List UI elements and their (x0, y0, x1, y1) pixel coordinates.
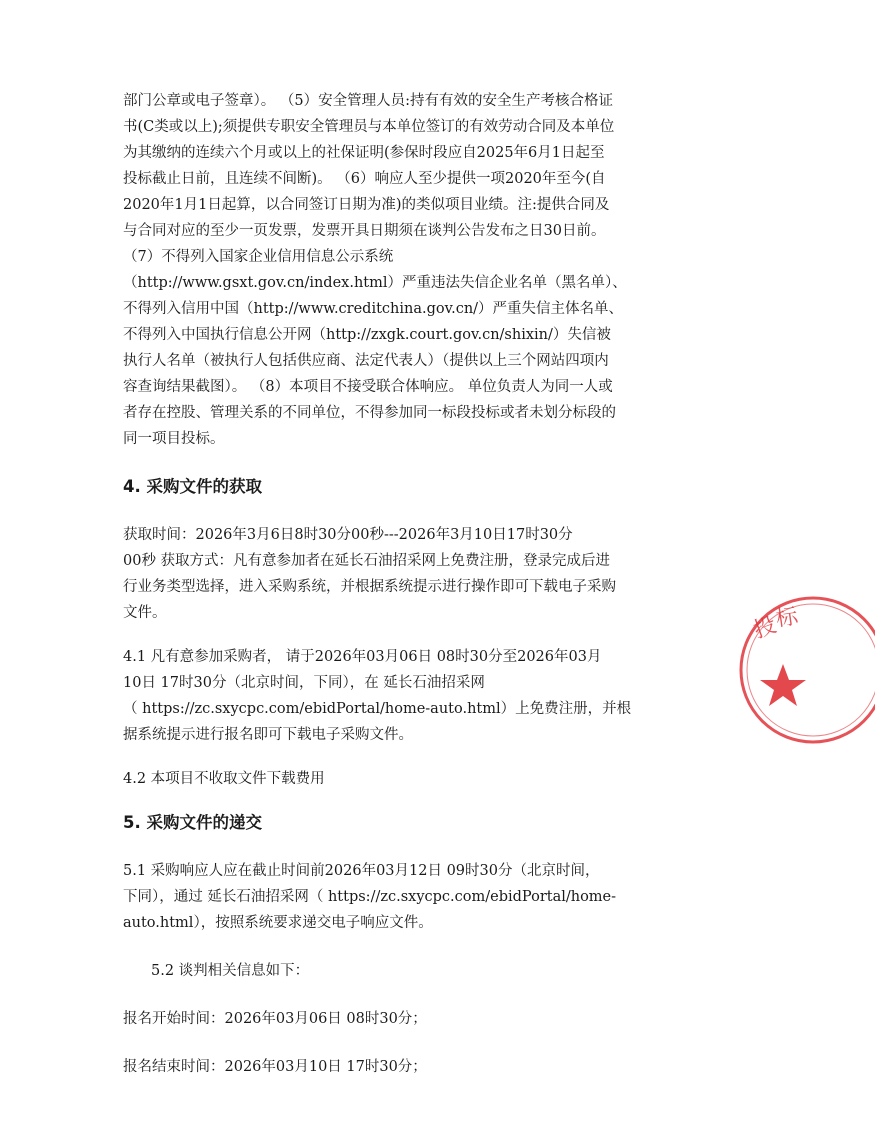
text-line: 投标截止日前，且连续不间断)。 （6）响应人至少提供一项2020年至今(自 (123, 171, 606, 187)
text-line: 获取时间：2026年3月6日8时30分00秒---2026年3月10日17时30分 (123, 527, 573, 543)
text-line: 文件。 (123, 605, 167, 621)
text-line: 据系统提示进行报名即可下载电子采购文件。 (123, 727, 413, 743)
section-5-1-paragraph (123, 858, 683, 936)
text-line: （http://www.gsxt.gov.cn/index.html）严重违法失信企业名单（黑名单）、 (123, 275, 627, 291)
text-line: 部门公章或电子签章）。 （5）安全管理人员:持有有效的安全生产考核合格证 (123, 93, 613, 109)
section-5-heading: 5. 采购文件的递交 (123, 813, 262, 832)
text-line: 执行人名单（被执行人包括供应商、法定代表人）（提供以上三个网站四项内 (123, 353, 609, 369)
text-line: 与合同对应的至少一页发票，发票开具日期须在谈判公告发布之日30日前。 (123, 223, 606, 239)
section-5-2-paragraph: 5.2 谈判相关信息如下： (151, 963, 310, 979)
text-line: 为其缴纳的连续六个月或以上的社保证明(参保时段应自2025年6月1日起至 (123, 145, 605, 161)
text-line: 2020年1月1日起算，以合同签订日期为准)的类似项目业绩。注:提供合同及 (123, 197, 610, 213)
text-line: 00秒 获取方式：凡有意参加者在延长石油招采网上免费注册，登录完成后进 (123, 553, 611, 569)
text-line: 4.1 凡有意参加采购者， 请于2026年03月06日 08时30分至2026年03月 (123, 649, 602, 665)
acquisition-time-paragraph (123, 522, 683, 626)
text-line: 5.1 采购响应人应在截止时间前2026年03月12日 09时30分（北京时间， (123, 863, 600, 879)
text-line: auto.html），按照系统要求递交电子响应文件。 (123, 915, 433, 931)
text-line: 不得列入中国执行信息公开网（http://zxgk.court.gov.cn/shixin/）失信被 (123, 327, 611, 343)
official-seal-stamp (735, 590, 875, 750)
text-line: 行业务类型选择，进入采购系统，并根据系统提示进行操作即可下载电子采购 (123, 579, 616, 595)
text-line: 10日 17时30分（北京时间，下同），在 延长石油招采网 (123, 675, 485, 691)
text-line: 同一项目投标。 (123, 431, 225, 447)
section-4-2-paragraph: 4.2 本项目不收取文件下载费用 (123, 771, 325, 787)
registration-end-time: 报名结束时间：2026年03月10日 17时30分； (123, 1059, 427, 1075)
section-4-heading: 4. 采购文件的获取 (123, 477, 262, 496)
text-line: 下同），通过 延长石油招采网（ https://zc.sxycpc.com/ebidPortal/home- (123, 889, 617, 905)
text-line: （ https://zc.sxycpc.com/ebidPortal/home-auto.html）上免费注册，并根 (123, 701, 632, 717)
svg-text:标: 标 (774, 604, 800, 632)
text-line: 书(C类或以上);须提供专职安全管理员与本单位签订的有效劳动合同及本单位 (123, 119, 615, 135)
requirements-paragraph (123, 88, 683, 452)
text-line: 容查询结果截图）。 （8）本项目不接受联合体响应。 单位负责人为同一人或 (123, 379, 613, 395)
text-line: 不得列入信用中国（http://www.creditchina.gov.cn/）严重失信主体名单、 (123, 301, 624, 317)
registration-start-time: 报名开始时间：2026年03月06日 08时30分； (123, 1011, 427, 1027)
text-line: （7）不得列入国家企业信用信息公示系统 (123, 249, 394, 265)
section-4-1-paragraph (123, 644, 683, 748)
document-body (123, 88, 683, 1080)
text-line: 者存在控股、管理关系的不同单位，不得参加同一标段投标或者未划分标段的 (123, 405, 616, 421)
svg-text:投: 投 (750, 612, 780, 644)
